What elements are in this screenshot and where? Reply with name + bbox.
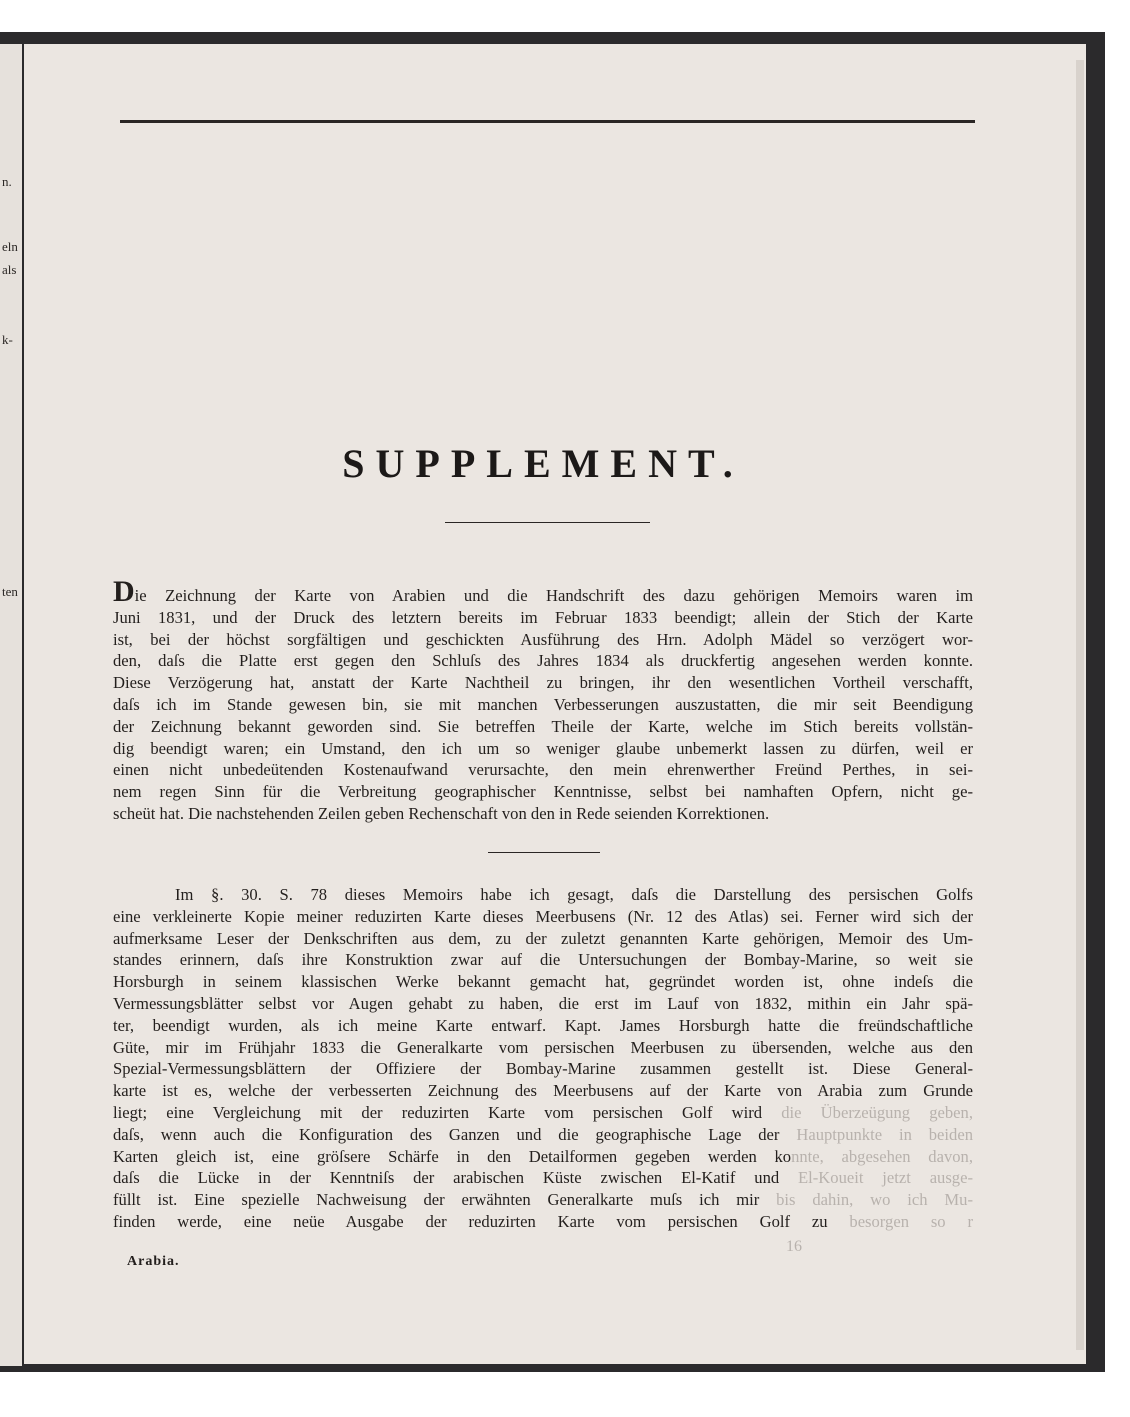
left-page-fragment: ten xyxy=(2,584,18,599)
text-line-content: Im §. 30. S. 78 dieses Memoirs habe ich gesagt, daſs die Darstellung des persischen Golfs xyxy=(175,885,973,904)
text-line xyxy=(113,1037,973,1059)
text-line xyxy=(113,1211,973,1233)
text-line xyxy=(113,716,973,738)
text-line-content: Diese Verzögerung hat, anstatt der Karte Nachtheil zu bringen, ihr den wesentlichen Vortheil verschafft, xyxy=(113,673,973,693)
text-line-content: Juni 1831, und der Druck des letztern bereits im Februar 1833 beendigt; allein der Stich der Karte xyxy=(113,607,973,627)
left-page-fragment: n. xyxy=(2,174,12,189)
text-line-content: daſs, wenn auch die Konfiguration des Ganzen und die geographische Lage der xyxy=(113,1124,797,1144)
text-line xyxy=(113,1080,973,1102)
text-line-content: daſs ich im Stande gewesen bin, sie mit manchen Verbesserungen auszustatten, die mir seit Beendigung xyxy=(113,694,973,714)
header-rule xyxy=(120,120,975,123)
text-line xyxy=(113,694,973,716)
text-line-content: ter, beendigt wurden, als ich meine Karte entwarf. Kapt. James Horsburgh hatte die freündschaftliche xyxy=(113,1015,973,1035)
text-line-content: einen nicht unbedeütenden Kostenaufwand verursachte, den mein ehrenwerther Freünd Perthes, in sei- xyxy=(113,760,973,780)
text-line-content: eine verkleinerte Kopie meiner reduzirten Karte dieses Meerbusens (Nr. 12 des Atlas) sei. Ferner wird sich der xyxy=(113,906,973,926)
text-line-content: karte ist es, welche der verbesserten Zeichnung des Meerbusens auf der Karte von Arabia zum Grunde xyxy=(113,1081,973,1101)
page-title: SUPPLEMENT. xyxy=(342,441,744,486)
faded-text: Hauptpunkte in beiden xyxy=(796,1124,973,1144)
drop-cap: D xyxy=(113,575,135,608)
text-line-content: daſs die Lücke in der Kenntniſs der arabischen Küste zwischen El-Katif und xyxy=(113,1168,799,1188)
text-line-content: ist, bei der höchst sorgfältigen und geschickten Ausführung des Hrn. Adolph Mädel so verzögert wor- xyxy=(113,629,973,649)
text-line xyxy=(113,650,973,672)
text-line-content: Güte, mir im Frühjahr 1833 die Generalkarte vom persischen Meerbusen zu übersenden, welche aus den xyxy=(113,1037,973,1057)
title-divider xyxy=(445,522,650,523)
faded-text: die Überzeügung geben, xyxy=(781,1102,973,1122)
text-line-content: den, daſs die Platte erst gegen den Schluſs des Jahres 1834 als druckfertig angesehen werden konnte. xyxy=(113,651,973,671)
faded-text: besorgen so r xyxy=(849,1211,973,1231)
footer-signature: Arabia. xyxy=(127,1254,180,1269)
text-line xyxy=(113,607,973,629)
left-page-edge xyxy=(0,44,22,1366)
text-line xyxy=(113,1015,973,1037)
text-line xyxy=(113,759,973,781)
text-line xyxy=(113,1124,973,1146)
text-line-content: scheüt hat. Die nachstehenden Zeilen geben Rechenschaft von den in Rede seienden Korrektionen. xyxy=(113,803,770,823)
text-line xyxy=(113,1189,973,1211)
text-line xyxy=(113,949,973,971)
left-page-fragment: eln xyxy=(2,239,18,254)
text-line-content: der Zeichnung bekannt geworden sind. Sie betreffen Theile der Karte, welche im Stich bereits vollstän- xyxy=(113,716,973,736)
text-line-content: aufmerksame Leser der Denkschriften aus dem, zu der zuletzt genannten Karte gehörigen, Memoir des Um- xyxy=(113,928,973,948)
text-line xyxy=(113,1102,973,1124)
page-number: 16 xyxy=(786,1238,802,1255)
text-line-content: nem regen Sinn für die Verbreitung geographischer Kenntnisse, selbst bei namhaften Opfern, nicht ge- xyxy=(113,782,973,802)
text-line xyxy=(113,575,973,608)
text-line xyxy=(113,803,973,825)
text-line xyxy=(113,1167,973,1189)
text-line-content: ie Zeichnung der Karte von Arabien und die Handschrift des dazu gehörigen Memoirs waren im xyxy=(134,586,973,605)
text-line xyxy=(113,928,973,950)
text-line-content: finden werde, eine neüe Ausgabe der reduzirten Karte vom persischen Golf zu xyxy=(113,1211,850,1231)
left-page-fragment: k- xyxy=(2,332,13,347)
text-line-content: liegt; eine Vergleichung mit der reduzirten Karte vom persischen Golf wird xyxy=(113,1102,782,1122)
page-stack-edge xyxy=(1076,60,1084,1350)
text-line-content: füllt ist. Eine spezielle Nachweisung der erwähnten Generalkarte muſs ich mir xyxy=(113,1190,777,1210)
intro-paragraph xyxy=(113,575,973,825)
section-divider xyxy=(488,852,600,853)
faded-text: bis dahin, wo ich Mu- xyxy=(776,1190,973,1210)
text-line-content: Horsburgh in seinem klassischen Werke bekannt gemacht hat, gegründet worden ist, ohne indeſs die xyxy=(113,972,973,992)
text-line xyxy=(113,629,973,651)
text-line xyxy=(113,884,973,906)
text-line xyxy=(113,781,973,803)
text-line xyxy=(113,993,973,1015)
text-line-content: dig beendigt waren; ein Umstand, den ich um so weniger glaube unbemerkt lassen zu dürfen, weil er xyxy=(113,738,973,758)
body-paragraph xyxy=(113,884,973,1233)
text-line xyxy=(113,738,973,760)
text-line-content: standes erinnern, daſs ihre Konstruktion zwar auf die Untersuchungen der Bombay-Marine, so weit sie xyxy=(113,950,973,970)
text-line xyxy=(113,672,973,694)
text-line xyxy=(113,906,973,928)
text-line xyxy=(113,1146,973,1168)
text-line xyxy=(113,971,973,993)
left-page-fragment: als xyxy=(2,262,17,277)
text-line-content: Spezial-Vermessungsblättern der Offiziere der Bombay-Marine zusammen gestellt ist. Diese General- xyxy=(113,1059,973,1079)
text-line-content: Karten gleich ist, eine gröſsere Schärfe in den Detailformen gegeben werden ko xyxy=(113,1146,792,1166)
faded-text: nnte, abgesehen davon, xyxy=(791,1146,973,1166)
text-line xyxy=(113,1058,973,1080)
text-line-content: Vermessungsblätter selbst vor Augen gehabt zu haben, die erst im Lauf von 1832, mithin ein Jahr spä- xyxy=(113,993,973,1013)
faded-text: El-Koueit jetzt ausge- xyxy=(798,1168,973,1188)
